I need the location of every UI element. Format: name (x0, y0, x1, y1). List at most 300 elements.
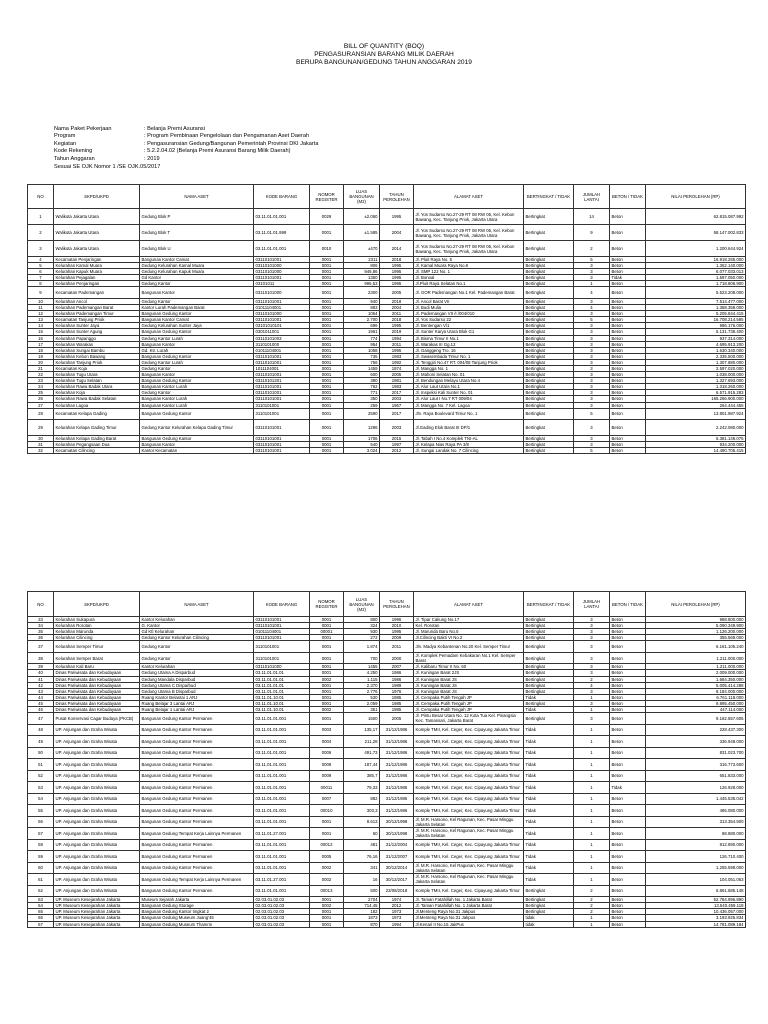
cell-bert: Tidak (524, 793, 574, 805)
table-header (28, 592, 746, 617)
cell-bert: Bertingkat (524, 396, 574, 402)
cell-aset: Museum Sejarah Jakarta (140, 897, 254, 903)
cell-reg: 0001 (310, 420, 344, 436)
cell-luas: ±2.060 (344, 209, 380, 225)
cell-tahun: 2003 (380, 396, 414, 402)
cell-reg: 0002 (310, 862, 344, 874)
cell-aset: Bangunan Gedung Kantor Permanen (140, 851, 254, 863)
cell-alamat: Jl. Kuningan Barat 2JS (414, 670, 524, 676)
table-row (28, 793, 746, 805)
table-row (28, 770, 746, 782)
cell-lantai: 1 (574, 724, 610, 736)
cell-luas: 1296 (344, 420, 380, 436)
cell-skpd: Kelurahan Kelapa Gading Timur (54, 420, 140, 436)
column-header: ALAMAT ASET (414, 185, 524, 209)
cell-bert: Bertingkat (524, 329, 574, 335)
cell-reg: 0001 (310, 372, 344, 378)
cell-kode: 03110101001 (254, 257, 310, 263)
cell-skpd: Kelurahan Kali Baru (54, 664, 140, 670)
cell-reg: 0001 (310, 384, 344, 390)
cell-bert: tidak (524, 921, 574, 927)
cell-tahun: 1995 (380, 263, 414, 269)
cell-skpd: UP. Anjungan dan Graha Wisata (54, 816, 140, 828)
cell-no: 46 (28, 707, 54, 713)
cell-kode: 02.03.01.02.03 (254, 921, 310, 927)
cell-alamat: Jl. Marunda Baru No.5 (414, 629, 524, 635)
cell-bert: Tidak (524, 828, 574, 840)
cell-aset: Bangunan Gedung Kantor Permanen (140, 839, 254, 851)
cell-no: 13 (28, 317, 54, 323)
cell-alamat: Komple TMII, Kel. Ceger, Kec. Cipayung Jakarta Timur (414, 759, 524, 771)
cell-beton: Beton (610, 378, 646, 384)
cell-tahun: 1967 (380, 402, 414, 408)
cell-beton: Tidak (610, 275, 646, 281)
cell-skpd: Kelurahan Pejagalan (54, 275, 140, 281)
cell-no: 43 (28, 688, 54, 694)
cell-alamat: Komple TMII, Kel. Ceger, Kec. Cipayung Jakarta Timur (414, 851, 524, 863)
cell-kode: 03110101001 (254, 442, 310, 448)
cell-tahun: 2014 (380, 241, 414, 257)
cell-luas: 954 (344, 341, 380, 347)
cell-aset: Gedung Utama C Disparbud (140, 682, 254, 688)
cell-nilai: 9.162.557.605 (646, 713, 746, 725)
cell-aset: Bangunan Gedung Kantor (140, 408, 254, 420)
cell-kode: 0301011001 (254, 329, 310, 335)
cell-tahun: 1997 (380, 442, 414, 448)
cell-lantai: 3 (574, 652, 610, 664)
cell-reg: 0001 (310, 694, 344, 700)
cell-no: 4 (28, 257, 54, 263)
column-header: JUMLAH LANTAI (574, 592, 610, 617)
cell-lantai: 3 (574, 323, 610, 329)
cell-nilai: 5.005.414.288 (646, 682, 746, 688)
cell-aset: Gd Kantor (140, 275, 254, 281)
cell-skpd: UP. Anjungan dan Graha Wisata (54, 874, 140, 886)
cell-alamat: Jl. M.R. Harsono, Kel Ragunan, Kec. Pasar Minggu Jakarta Selatan (414, 862, 524, 874)
cell-reg: 0001 (310, 366, 344, 372)
cell-lantai: 1 (574, 759, 610, 771)
cell-kode: 03.11.01.10.01 (254, 707, 310, 713)
cell-skpd: UP. Anjungan dan Graha Wisata (54, 885, 140, 897)
cell-beton: Beton (610, 225, 646, 241)
cell-no: 26 (28, 396, 54, 402)
cell-no: 25 (28, 390, 54, 396)
cell-alamat: Jl. Yos Sudarso 22 (414, 317, 524, 323)
cell-kode: 03.11.01.01.001 (254, 851, 310, 863)
cell-tahun: 23/08/2018 (380, 885, 414, 897)
cell-reg: 0001 (310, 311, 344, 317)
cell-skpd: UP. Anjungan dan Graha Wisata (54, 851, 140, 863)
cell-beton: Beton (610, 353, 646, 359)
cell-aset: Bangunan Kantor (140, 341, 254, 347)
cell-no: 62 (28, 885, 54, 897)
cell-beton: Beton (610, 305, 646, 311)
cell-luas: 259 (344, 402, 380, 408)
cell-skpd: Dinas Pariwisata dan Kebudayaan (54, 682, 140, 688)
cell-skpd: Kelurahan Lagoa (54, 402, 140, 408)
cell-nilai: 937.314.000 (646, 335, 746, 341)
cell-aset: Ruang Kantor Belantai 1 ARJ (140, 694, 254, 700)
info-row: Tahun Anggaran : 2019 (54, 155, 160, 162)
cell-beton: Beton (610, 874, 646, 886)
cell-luas: 1500 (344, 713, 380, 725)
cell-no: 64 (28, 903, 54, 909)
cell-aset: Bangunan Gedung Kantor Permanen (140, 770, 254, 782)
table-row (28, 782, 746, 794)
cell-lantai: 3 (574, 420, 610, 436)
cell-aset: Gedung Kantor (140, 298, 254, 304)
cell-beton: Beton (610, 670, 646, 676)
cell-skpd: Walikota Jakarta Utara (54, 209, 140, 225)
cell-beton: Beton (610, 335, 646, 341)
cell-bert: Tidak (524, 851, 574, 863)
cell-no: 41 (28, 676, 54, 682)
table-row (28, 921, 746, 927)
cell-tahun: 2011 (380, 341, 414, 347)
cell-skpd: Kelurahan Kamal Muara (54, 263, 140, 269)
cell-aset: Gedung Kelurahan Sunter Jaya (140, 323, 254, 329)
cell-alamat: Jl. Sunter Karya Utara Blok G1 (414, 329, 524, 335)
cell-tahun: 2019 (380, 329, 414, 335)
cell-reg: 0009 (310, 770, 344, 782)
cell-reg: 0001 (310, 335, 344, 341)
cell-aset: Bangunan Gedung Kantor Permanen (140, 736, 254, 748)
cell-luas: 79,33 (344, 782, 380, 794)
cell-kode: 3110101001 (254, 408, 310, 420)
cell-alamat: Komple TMII, Kel. Ceger, Kec. Cipayung Jakarta Timur (414, 736, 524, 748)
cell-alamat: Jl. Alur Laut Utara No.1 (414, 384, 524, 390)
cell-aset: Gedung Utama B Disparbud (140, 688, 254, 694)
cell-beton: Beton (610, 241, 646, 257)
cell-reg: 0001 (310, 353, 344, 359)
cell-no: 16 (28, 335, 54, 341)
cell-beton: Beton (610, 408, 646, 420)
cell-skpd: Kelurahan Sunter Agung (54, 329, 140, 335)
cell-skpd: Dinas Pariwisata dan Kebudayaan (54, 707, 140, 713)
cell-beton: Beton (610, 372, 646, 378)
cell-alamat: Komple TMII, Kel. Ceger, Kec. Cipayung Jakarta Timur (414, 782, 524, 794)
cell-no: 22 (28, 372, 54, 378)
cell-lantai: 1 (574, 862, 610, 874)
cell-aset: Bangunan Gedung Kantor Permanen (140, 862, 254, 874)
cell-luas: 946,86 (344, 269, 380, 275)
cell-tahun: 1974 (380, 897, 414, 903)
cell-lantai: 2 (574, 676, 610, 682)
cell-luas: 540 (344, 442, 380, 448)
cell-reg: 0001 (310, 652, 344, 664)
cell-luas: 1064 (344, 311, 380, 317)
cell-nilai: 812.890.000 (646, 839, 746, 851)
cell-tahun: 2007 (380, 664, 414, 670)
cell-lantai: 3 (574, 617, 610, 623)
cell-beton: Beton (610, 287, 646, 299)
cell-skpd: Kecamatan Kelapa Gading (54, 408, 140, 420)
cell-bert: Bertingkat (524, 713, 574, 725)
cell-no: 38 (28, 652, 54, 664)
cell-beton: Beton (610, 759, 646, 771)
cell-lantai: 1 (574, 816, 610, 828)
cell-alamat: Jl. Swasembada Timur No. 1 (414, 353, 524, 359)
cell-reg: 0001 (310, 442, 344, 448)
cell-tahun: 1995 (380, 275, 414, 281)
cell-no: 30 (28, 436, 54, 442)
cell-tahun: 31/12/2007 (380, 851, 414, 863)
cell-luas: 1.874 (344, 641, 380, 653)
cell-lantai: 3 (574, 635, 610, 641)
cell-no: 23 (28, 378, 54, 384)
cell-nilai: 88.880.000 (646, 828, 746, 840)
cell-bert: Bertingkat (524, 341, 574, 347)
cell-skpd: Kelurahan Semper Timur (54, 641, 140, 653)
document-page (0, 43, 768, 1024)
cell-aset: Bangunan Gedung Kantor Permanen (140, 782, 254, 794)
cell-beton: Beton (610, 921, 646, 927)
cell-beton: Beton (610, 700, 646, 706)
cell-skpd: Kelurahan Sukapura (54, 617, 140, 623)
cell-bert: Bertingkat (524, 281, 574, 287)
cell-alamat: Komple TMII, Kel. Ceger, Kec. Cipayung Jakarta Timur (414, 724, 524, 736)
cell-reg: 00001 (310, 629, 344, 635)
cell-aset: Kantor Kecamatan (140, 448, 254, 454)
column-header: NAMA ASET (140, 185, 254, 209)
cell-kode: 03.11.01.01.001 (254, 816, 310, 828)
cell-alamat: Jl. Kamal Muara Raya No.8 (414, 263, 524, 269)
cell-beton: Beton (610, 707, 646, 713)
cell-bert: Tidak (524, 736, 574, 748)
cell-no: 9 (28, 287, 54, 299)
cell-beton: Beton (610, 390, 646, 396)
cell-beton: Beton (610, 359, 646, 365)
cell-lantai: 1 (574, 828, 610, 840)
cell-beton: Beton (610, 323, 646, 329)
cell-nilai: 1.630.340.000 (646, 347, 746, 353)
cell-reg: 0001 (310, 323, 344, 329)
cell-no: 6 (28, 269, 54, 275)
cell-kode: 03110101000 (254, 269, 310, 275)
table-row (28, 839, 746, 851)
cell-reg: 0001 (310, 408, 344, 420)
cell-tahun: 1986 (380, 670, 414, 676)
cell-nilai: 6.161.105.240 (646, 641, 746, 653)
cell-beton: Beton (610, 209, 646, 225)
info-row: Kegiatan : Pengasuransian Gedung/Bangunan Pemerintah Provinsi DKI Jakarta (54, 140, 319, 147)
cell-skpd: Walikota Jakarta Utara (54, 225, 140, 241)
cell-tahun: 1985 (380, 700, 414, 706)
cell-lantai: 2 (574, 241, 610, 257)
cell-kode: 03.11.01.01.001 (254, 724, 310, 736)
cell-no: 1 (28, 209, 54, 225)
cell-lantai: 3 (574, 311, 610, 317)
cell-tahun: 31/12/1986 (380, 770, 414, 782)
cell-nilai: 2.597.020.000 (646, 366, 746, 372)
cell-luas: 806 (344, 263, 380, 269)
cell-nilai: 355.569.000 (646, 635, 746, 641)
cell-skpd: Kelurahan Kebon Bawang (54, 353, 140, 359)
cell-tahun: 2005 (380, 372, 414, 378)
cell-tahun: 2000 (380, 652, 414, 664)
cell-luas: 2590 (344, 408, 380, 420)
cell-luas: 696 (344, 323, 380, 329)
cell-nilai: 8.184.000.000 (646, 688, 746, 694)
cell-bert: Bertingkat (524, 420, 574, 436)
cell-lantai: 1 (574, 793, 610, 805)
cell-aset: Bangunan Gedung Kantor Permanen (140, 724, 254, 736)
cell-tahun: 1974 (380, 366, 414, 372)
cell-nilai: 313.354.500 (646, 816, 746, 828)
cell-reg: 0001 (310, 275, 344, 281)
table-row (28, 874, 746, 886)
title-line-2: PENGASURANSIAN BARANG MILIK DAERAH (314, 51, 454, 58)
cell-aset: Ruang Belajar 3 Lantai ARJ (140, 700, 254, 706)
cell-lantai: 3 (574, 372, 610, 378)
cell-luas: 341 (344, 862, 380, 874)
cell-kode: 03110101001 (254, 298, 310, 304)
cell-nilai: 58.147.002.833 (646, 225, 746, 241)
cell-nilai: 5.090.349.900 (646, 623, 746, 629)
column-header: NO (28, 592, 54, 617)
cell-bert: Bertingkat (524, 629, 574, 635)
cell-no: 63 (28, 897, 54, 903)
cell-nilai: 4.695.913.200 (646, 341, 746, 347)
cell-lantai: 3 (574, 670, 610, 676)
info-row: Kode Rekening : 5.2.2.04.02 (Belanja Premi Asuransi Barang Milik Daerah) (54, 148, 291, 155)
cell-lantai: 3 (574, 629, 610, 635)
cell-aset: Bangunan Gedung Kantor Permanen (140, 713, 254, 725)
document-title (0, 43, 768, 67)
cell-skpd: Kelurahan Tugu Selatan (54, 378, 140, 384)
cell-reg: 0001 (310, 688, 344, 694)
cell-beton: Beton (610, 384, 646, 390)
cell-lantai: 4 (574, 287, 610, 299)
cell-alamat: Jl. Cempaka Putih Tengah JP (414, 707, 524, 713)
cell-alamat: Jl.Cilincing Bakti VI No.2 (414, 635, 524, 641)
cell-beton: Beton (610, 770, 646, 782)
cell-kode: 03.11.01.01.001 (254, 793, 310, 805)
table-row (28, 652, 746, 664)
cell-luas: 2.776 (344, 688, 380, 694)
cell-bert: Tidak (524, 694, 574, 700)
cell-aset: Bangunan Gedung Kantor Permanen (140, 805, 254, 817)
cell-beton: Beton (610, 281, 646, 287)
cell-reg: 0006 (310, 747, 344, 759)
cell-reg: 0001 (310, 317, 344, 323)
cell-lantai: 1 (574, 805, 610, 817)
cell-aset: Gedung Kantor (140, 390, 254, 396)
cell-tahun: 2003 (380, 420, 414, 436)
cell-bert: Tidak (524, 707, 574, 713)
cell-alamat: Jl. Taman Fatahillah No. 1 Jakarta Barat (414, 897, 524, 903)
cell-nilai: 1.718.806.900 (646, 281, 746, 287)
cell-reg: 0001 (310, 402, 344, 408)
cell-no: 59 (28, 851, 54, 863)
cell-reg: 0001 (310, 897, 344, 903)
cell-reg: 0001 (310, 305, 344, 311)
cell-alamat: Jl. Tabah I No.4 Komplek TNI-AL (414, 436, 524, 442)
cell-alamat: Jl. Tipar Cakung No.17 (414, 617, 524, 623)
cell-lantai: 3 (574, 641, 610, 653)
cell-alamat: Jl. Inspeksi Kali Sunter No. 01 (414, 390, 524, 396)
cell-beton: Beton (610, 347, 646, 353)
cell-no: 32 (28, 448, 54, 454)
cell-luas: 2.700 (344, 317, 380, 323)
cell-alamat: Komple TMII, Kel. Ceger, Kec. Cipayung Jakarta Timur (414, 839, 524, 851)
cell-kode: 1011104001 (254, 366, 310, 372)
cell-kode: 03110101000 (254, 311, 310, 317)
cell-luas: 800 (344, 617, 380, 623)
cell-no: 29 (28, 420, 54, 436)
cell-aset: Gd. Ktr. Lurah (140, 347, 254, 353)
cell-luas: 1455 (344, 664, 380, 670)
cell-kode: 03.11.01.01.001 (254, 782, 310, 794)
cell-kode: 03.11.01.01.001 (254, 839, 310, 851)
cell-lantai: 1 (574, 915, 610, 921)
cell-reg: 0001 (310, 713, 344, 725)
cell-luas: 870 (344, 921, 380, 927)
cell-bert: Bertingkat (524, 436, 574, 442)
cell-aset: Kantor Kelurahan (140, 617, 254, 623)
cell-reg: 0002 (310, 707, 344, 713)
cell-nilai: 336.948.000 (646, 736, 746, 748)
cell-nilai: 3.193.925.834 (646, 915, 746, 921)
cell-bert: Bertingkat (524, 384, 574, 390)
cell-luas: 1.115 (344, 676, 380, 682)
cell-no: 57 (28, 828, 54, 840)
cell-kode: 03.11.01.01.001 (254, 736, 310, 748)
cell-luas: 2.059 (344, 700, 380, 706)
cell-aset: Gedung Utama A Disparbud (140, 670, 254, 676)
cell-kode: 03.11.01.01.01 (254, 688, 310, 694)
cell-beton: Beton (610, 448, 646, 454)
cell-aset: Bangunan Gedung Tempat Kerja Lainnya Permanen (140, 828, 254, 840)
cell-skpd: UP. Museum Kesejarahan Jakarta (54, 909, 140, 915)
cell-luas: ±1.585 (344, 225, 380, 241)
cell-no: 37 (28, 641, 54, 653)
cell-reg: 0001 (310, 670, 344, 676)
cell-alamat: Jl. Pademangan VII /I /004/010 (414, 311, 524, 317)
cell-bert: Bertingkat (524, 311, 574, 317)
cell-beton: Beton (610, 396, 646, 402)
table-row (28, 736, 746, 748)
cell-no: 17 (28, 341, 54, 347)
cell-kode: 03.11.01.01.01 (254, 682, 310, 688)
cell-tahun: 31/12/1986 (380, 782, 414, 794)
cell-no: 66 (28, 915, 54, 921)
cell-bert: Bertingkat (524, 225, 574, 241)
cell-nilai: 316.773.600 (646, 759, 746, 771)
cell-no: 49 (28, 736, 54, 748)
cell-lantai: 1 (574, 874, 610, 886)
cell-luas: 211,28 (344, 736, 380, 748)
cell-beton: Beton (610, 402, 646, 408)
cell-bert: Bertingkat (524, 617, 574, 623)
cell-beton: Beton (610, 816, 646, 828)
table-row (28, 408, 746, 420)
cell-reg: 0001 (310, 347, 344, 353)
cell-aset: Bangunan Gedung Kantor Permanen (140, 885, 254, 897)
cell-skpd: Kelurahan Pegangsaan Dua (54, 442, 140, 448)
cell-tahun: 1995 (380, 209, 414, 225)
cell-no: 20 (28, 359, 54, 365)
cell-reg: 0001 (310, 828, 344, 840)
cell-beton: Beton (610, 915, 646, 921)
cell-no: 47 (28, 713, 54, 725)
cell-alamat: Jl. Kuningan Barat JS (414, 688, 524, 694)
cell-kode: 03.11.01.01.001 (254, 713, 310, 725)
table-row (28, 828, 746, 840)
cell-nilai: 1.327.693.000 (646, 378, 746, 384)
cell-no: 12 (28, 311, 54, 317)
cell-luas: 500 (344, 885, 380, 897)
